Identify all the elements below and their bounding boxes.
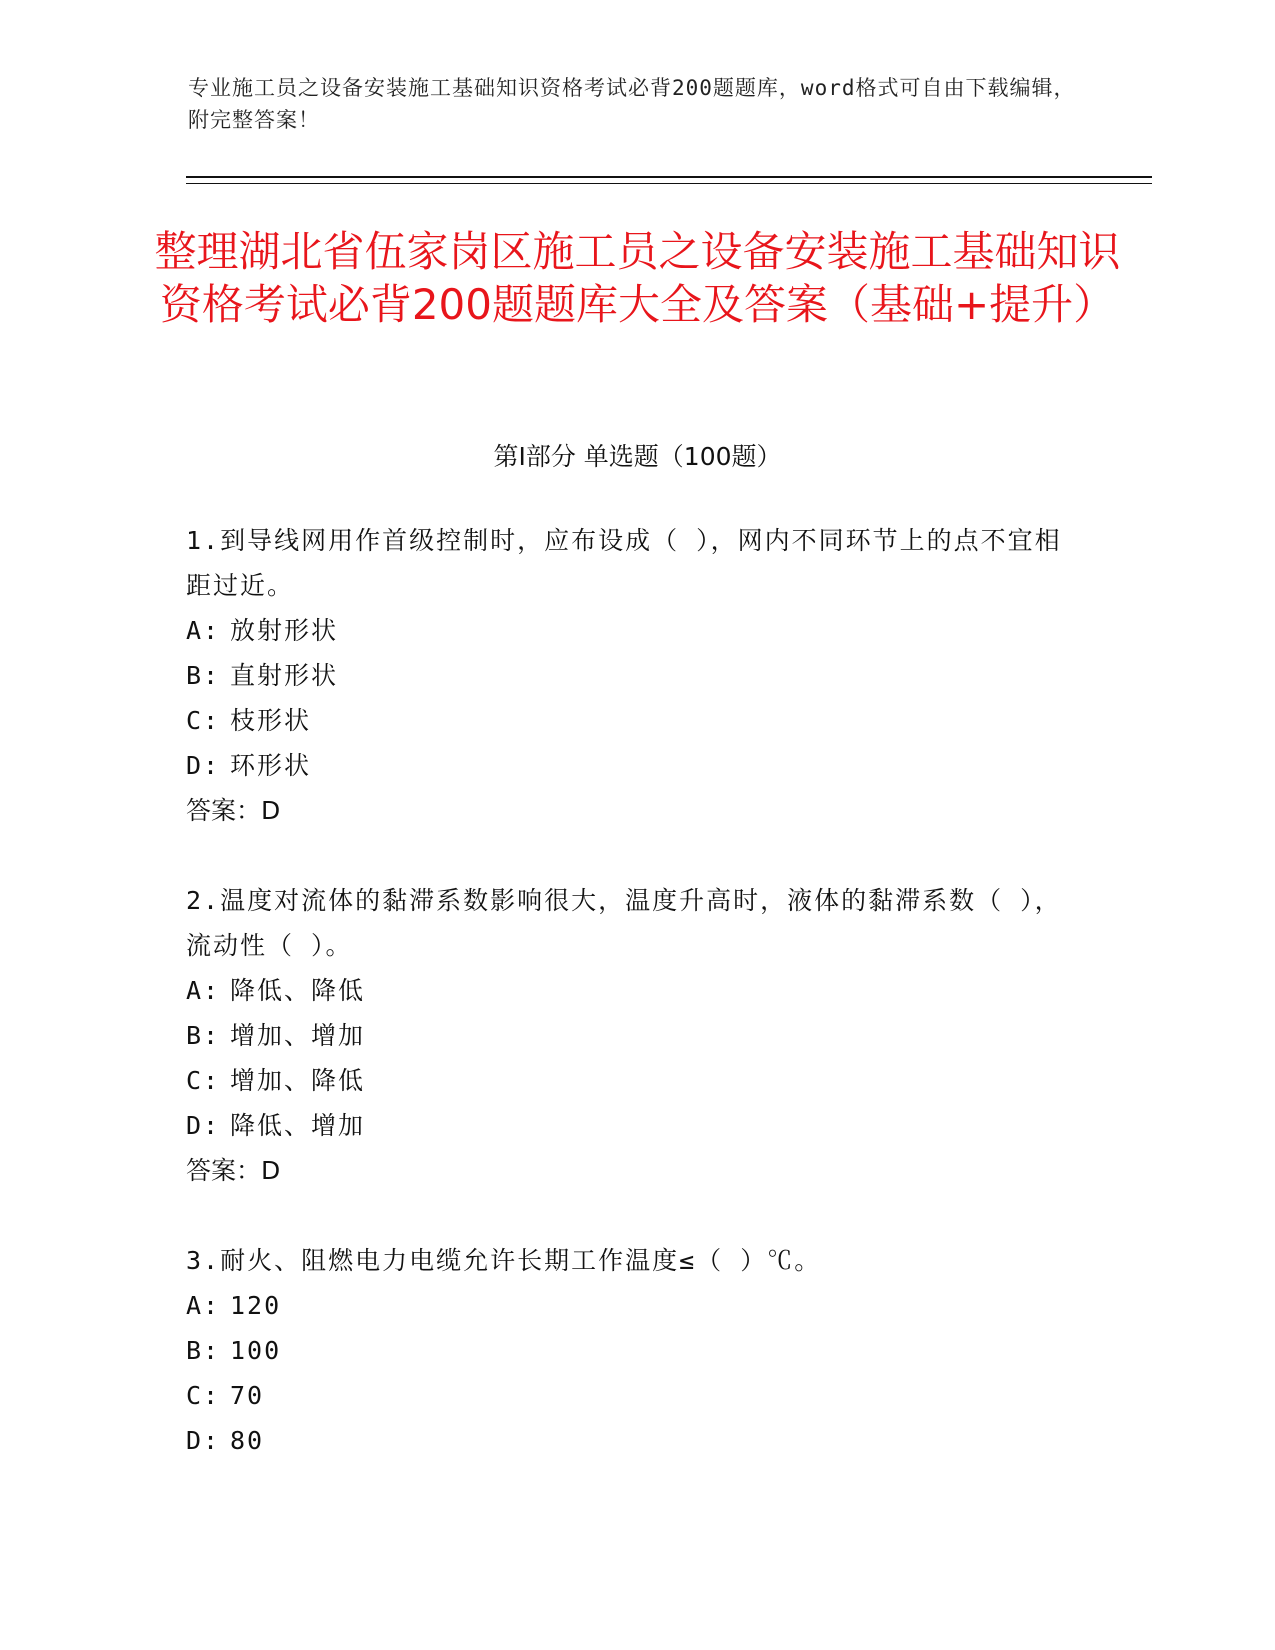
document-title: 整理湖北省伍家岗区施工员之设备安装施工基础知识资格考试必背200题题库大全及答案（基础+提升）: [154, 227, 1121, 329]
option-letter: C:: [186, 706, 221, 735]
option-c: [186, 698, 1086, 743]
option-text: 降低、降低: [230, 976, 366, 1005]
header-divider-thin: [186, 183, 1152, 184]
option-text: 80: [230, 1426, 265, 1455]
option-text: 放射形状: [230, 616, 339, 645]
option-letter: D:: [186, 751, 221, 780]
option-a: [186, 1283, 1086, 1328]
question-text: 1.到导线网用作首级控制时，应布设成（ ），网内不同环节上的点不宜相距过近。: [186, 526, 1062, 600]
option-b: [186, 653, 1086, 698]
option-letter: C:: [186, 1066, 221, 1095]
option-text: 70: [230, 1381, 265, 1410]
option-text: 降低、增加: [230, 1111, 366, 1140]
option-b: [186, 1328, 1086, 1373]
option-text: 枝形状: [230, 706, 312, 735]
option-b: [186, 1013, 1086, 1058]
option-c: [186, 1058, 1086, 1103]
question-text: 2.温度对流体的黏滞系数影响很大，温度升高时，液体的黏滞系数（ ），流动性（ ）。: [186, 886, 1062, 960]
option-a: [186, 968, 1086, 1013]
question-text: 3.耐火、阻燃电力电缆允许长期工作温度≤（ ）℃。: [186, 1246, 822, 1275]
answer: 答案：D: [186, 796, 281, 825]
option-letter: B:: [186, 661, 221, 690]
option-text: 增加、降低: [230, 1066, 366, 1095]
option-letter: D:: [186, 1426, 221, 1455]
option-letter: B:: [186, 1336, 221, 1365]
option-text: 100: [230, 1336, 282, 1365]
option-a: [186, 608, 1086, 653]
option-c: [186, 1373, 1086, 1418]
header-divider-thick: [186, 176, 1152, 178]
option-letter: A:: [186, 1291, 221, 1320]
question-3: [186, 1238, 1086, 1463]
option-text: 直射形状: [230, 661, 339, 690]
option-letter: B:: [186, 1021, 221, 1050]
option-letter: A:: [186, 976, 221, 1005]
option-text: 120: [230, 1291, 282, 1320]
option-letter: C:: [186, 1381, 221, 1410]
answer: 答案：D: [186, 1156, 281, 1185]
option-d: [186, 1103, 1086, 1148]
header-note: 专业施工员之设备安装施工基础知识资格考试必背200题题库，word格式可自由下载编辑，附完整答案！: [188, 76, 1076, 132]
option-letter: D:: [186, 1111, 221, 1140]
section-title: 第Ⅰ部分 单选题（100题）: [493, 442, 782, 471]
option-letter: A:: [186, 616, 221, 645]
question-1: [186, 518, 1086, 833]
option-d: [186, 743, 1086, 788]
option-d: [186, 1418, 1086, 1463]
option-text: 增加、增加: [230, 1021, 366, 1050]
option-text: 环形状: [230, 751, 312, 780]
question-2: [186, 878, 1086, 1193]
